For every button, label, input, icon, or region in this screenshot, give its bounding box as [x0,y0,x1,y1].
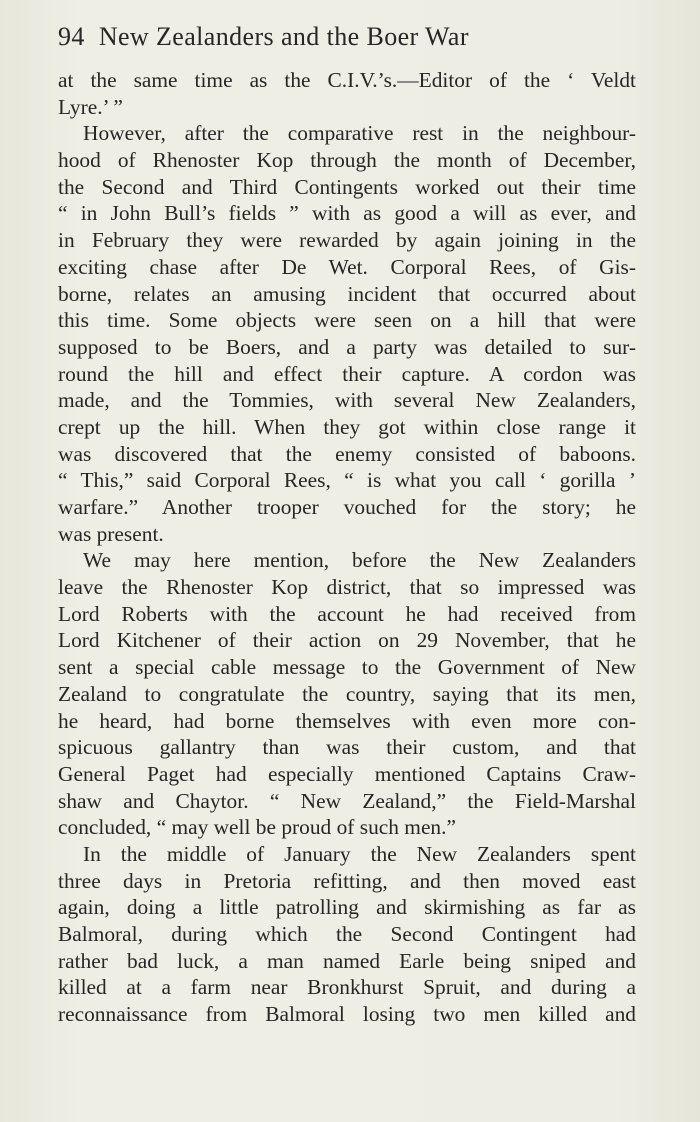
text-line: “ in John Bull’s fields ” with as good a will as ever, and [58,201,636,226]
text-line: was discovered that the enemy consisted of baboons. [58,441,636,466]
text-line: Lord Kitchener of their action on 29 November, that he [58,628,636,653]
text-line: in February they were rewarded by again joining in the [58,228,636,253]
text-line: again, doing a little patrolling and skirmishing as far as [58,895,636,920]
text-line: In the middle of January the New Zealanders spent [83,841,636,866]
text-line: reconnaissance from Balmoral losing two men killed and [58,1002,636,1027]
text-line: sent a special cable message to the Government of New [58,655,636,680]
text-line: crept up the hill. When they got within close range it [58,414,636,439]
text-line: spicuous gallantry than was their custom, and that [58,735,636,760]
text-line: round the hill and effect their capture. A cordon was [58,361,636,386]
text-line: concluded, “ may well be proud of such men.” [58,815,456,840]
text-line: the Second and Third Contingents worked out their time [58,174,636,199]
text-line: this time. Some objects were seen on a hill that were [58,308,636,333]
text-line: Lord Roberts with the account he had received from [58,601,636,626]
text-line: exciting chase after De Wet. Corporal Rees, of Gis- [58,254,636,279]
text-line: made, and the Tommies, with several New Zealanders, [58,388,636,413]
text-line: “ This,” said Corporal Rees, “ is what you call ‘ gorilla ’ [58,468,636,493]
text-line: borne, relates an amusing incident that occurred about [58,281,636,306]
page-header [58,22,638,62]
text-line: leave the Rhenoster Kop district, that so impressed was [58,575,636,600]
text-line: Lyre.’ ” [58,94,123,119]
text-line: warfare.” Another trooper vouched for the story; he [58,495,636,519]
running-title: New Zealanders and the Boer War [98,22,469,51]
text-line: Zealand to congratulate the country, saying that its men, [58,681,636,706]
text-line: at the same time as the C.I.V.’s.—Editor of the ‘ Veldt [58,68,636,92]
text-line: he heard, had borne themselves with even more con- [58,708,636,733]
page-number: 94 [58,22,85,51]
text-line: killed at a farm near Bronkhurst Spruit, and during a [58,975,636,1000]
text-line: supposed to be Boers, and a party was detailed to sur- [58,334,636,359]
text-line: rather bad luck, a man named Earle being sniped and [58,948,636,973]
text-line: was present. [58,521,164,546]
text-line: hood of Rhenoster Kop through the month of December, [58,148,636,173]
text-line: However, after the comparative rest in the neighbour- [83,121,636,146]
text-line: General Paget had especially mentioned Captains Craw- [58,761,636,786]
text-line: We may here mention, before the New Zealanders [83,548,636,573]
text-line: Balmoral, during which the Second Contingent had [58,922,636,946]
body-text [58,67,636,1028]
text-line: shaw and Chaytor. “ New Zealand,” the Field-Marshal [58,788,636,813]
text-line: three days in Pretoria refitting, and then moved east [58,868,636,893]
